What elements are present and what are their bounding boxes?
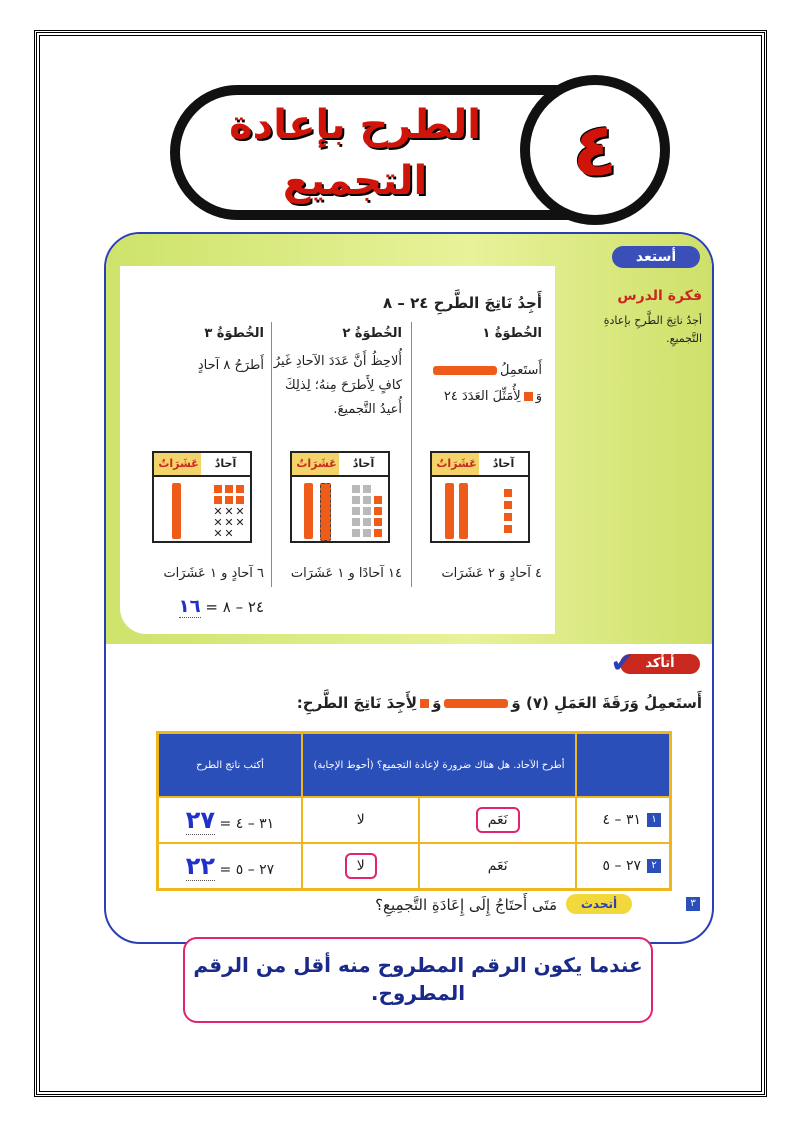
answer-cell	[158, 797, 303, 843]
problem-text: ٣١ – ٤	[602, 812, 641, 828]
table-header: أطرح الآحاد. هل هناك ضرورة لإعادة التجميع؟ (أحوط الإجابة)	[302, 733, 576, 798]
lesson-title	[210, 97, 500, 209]
crossed-cube: ✕	[224, 505, 234, 518]
checkmark-icon: ✔	[610, 646, 634, 679]
title-line-1: الطرح بإعادة	[229, 102, 481, 148]
instruction-b: وَ	[432, 694, 442, 712]
lesson-header	[170, 85, 640, 220]
ones-cube	[504, 513, 512, 521]
tens-rod-icon	[444, 699, 508, 708]
ones-cube	[504, 489, 512, 497]
regrouped-cube	[352, 518, 360, 526]
check-table	[156, 731, 672, 891]
ones-cube	[504, 501, 512, 509]
mat-tens-header: عَشَرَاتٌ	[432, 453, 483, 477]
answer-value: ٢٧	[185, 806, 216, 834]
step2-caption: ١٤ آحادًا و ١ عَشَرَات	[290, 566, 402, 581]
tens-rod	[304, 483, 313, 539]
explore-prompt: أَجِدُ نَاتِجَ الطَّرحِ ٢٤ – ٨	[383, 294, 542, 312]
problem-number: ١	[647, 813, 661, 827]
equation-text: ٢٤ – ٨ =	[205, 598, 264, 616]
lesson-idea-text: أجدُ ناتِجَ الطَّرحِ بإعادةِ التَّجميعِ.	[603, 314, 702, 345]
step3-text: أَطرَحُ ٨ آحادٍ	[197, 358, 264, 373]
tens-rod-icon	[433, 366, 497, 375]
equation-answer: ١٦	[178, 596, 201, 617]
table-header	[576, 733, 671, 798]
regrouped-cube	[352, 496, 360, 504]
regrouped-cube	[363, 485, 371, 493]
problem-text: ٢٧ – ٥	[602, 858, 641, 874]
step1-text-a: أَستَعمِلُ	[499, 363, 542, 378]
regrouped-cube	[352, 485, 360, 493]
lesson-number-circle	[520, 75, 670, 225]
problem-cell	[576, 843, 671, 890]
step1-text-c: لِأُمَثِّلَ العَدَدَ ٢٤	[443, 389, 521, 404]
check-instruction	[112, 694, 702, 712]
crossed-cube: ✕	[224, 516, 234, 529]
regrouped-cube	[363, 518, 371, 526]
talk-number-badge: ٣	[686, 897, 700, 911]
answer-equation: ٣١ – ٤ =	[219, 816, 275, 832]
step1-text	[407, 358, 542, 410]
instruction-a: أَستَعمِلُ وَرَقَةَ العَمَلِ (٧) وَ	[511, 694, 702, 712]
table-header: أكتب ناتج الطرح	[158, 733, 303, 798]
regrouped-cube	[363, 529, 371, 537]
tens-rod	[172, 483, 181, 539]
instruction-c: لِأَجِدَ نَاتِجَ الطَّرحِ:	[296, 694, 418, 712]
problem-cell	[576, 797, 671, 843]
mat-tens-header: عَشَرَاتٌ	[154, 453, 205, 477]
ones-cube	[374, 496, 382, 504]
check-tab: أتأكد	[620, 654, 700, 674]
ones-cube	[214, 496, 222, 504]
talk-number	[680, 896, 700, 911]
yes-cell[interactable]	[419, 797, 576, 843]
ones-cube-icon	[420, 699, 429, 708]
regrouped-cube	[352, 507, 360, 515]
no-option[interactable]: لا	[356, 812, 365, 828]
crossed-cube: ✕	[235, 505, 245, 518]
step2-title: الخُطوَةُ ٢	[342, 326, 402, 341]
tens-rod	[445, 483, 454, 539]
step1-text-b: وَ	[535, 389, 542, 404]
regrouped-tens-rod	[320, 483, 331, 541]
problem-number: ٢	[647, 859, 661, 873]
answer-value: ٢٢	[185, 852, 216, 880]
talk-question: مَتَى أَحتَاجُ إِلَى إِعَادَةِ التَّجمِيعِ؟	[375, 896, 557, 914]
ones-cube	[236, 485, 244, 493]
ones-cube	[504, 525, 512, 533]
ones-cube	[374, 529, 382, 537]
regrouped-cube	[352, 529, 360, 537]
yes-cell[interactable]	[419, 843, 576, 890]
talk-tab: أتحدث	[566, 894, 632, 914]
lesson-idea-title: فكرة الدرس	[617, 288, 702, 304]
yes-option[interactable]: نَعَم	[487, 858, 508, 874]
step3-mat	[152, 451, 252, 543]
no-cell[interactable]	[302, 797, 419, 843]
lesson-content-box	[104, 232, 714, 944]
step3-equation	[124, 596, 264, 617]
step2-mat	[290, 451, 390, 543]
step1-caption: ٤ آحادٍ وَ ٢ عَشَرَات	[441, 566, 542, 581]
crossed-cube: ✕	[235, 516, 245, 529]
step2-text: أُلاحِظُ أَنَّ عَدَدَ الآحادِ غَيرُ كافٍ لِأَطرَحَ مِنهُ؛ لِذلِكَ أُعيدُ التَّجميعَ.	[273, 354, 402, 417]
answer-box[interactable]: عندما يكون الرقم المطروح منه أقل من الرقم المطروح.	[183, 937, 653, 1023]
table-row	[158, 843, 671, 890]
crossed-cube: ✕	[213, 516, 223, 529]
ones-cube	[374, 507, 382, 515]
crossed-cube: ✕	[224, 527, 234, 540]
answer-cell	[158, 843, 303, 890]
ones-cube	[214, 485, 222, 493]
regrouped-cube	[363, 496, 371, 504]
step3-caption: ٦ آحادٍ و ١ عَشَرَات	[163, 566, 264, 581]
regrouped-cube	[363, 507, 371, 515]
answer-equation: ٢٧ – ٥ =	[219, 862, 275, 878]
lesson-number: ٤	[572, 107, 618, 193]
table-header-row	[158, 733, 671, 798]
ready-tab: أستعد	[612, 246, 700, 268]
mat-ones-header: آحادٌ	[201, 453, 250, 477]
mat-ones-header: آحادٌ	[339, 453, 388, 477]
mat-tens-header: عَشَرَاتٌ	[292, 453, 343, 477]
no-cell[interactable]	[302, 843, 419, 890]
ones-cube	[225, 496, 233, 504]
crossed-cube: ✕	[213, 527, 223, 540]
crossed-cube: ✕	[213, 505, 223, 518]
ones-cube-icon	[524, 392, 533, 401]
title-line-2: التجميع	[282, 158, 428, 204]
tens-rod	[459, 483, 468, 539]
no-option-circled[interactable]: لا	[345, 853, 377, 879]
table-row	[158, 797, 671, 843]
ones-cube	[225, 485, 233, 493]
mat-ones-header: آحادٌ	[479, 453, 528, 477]
step3-title: الخُطوَةُ ٣	[204, 326, 264, 341]
ones-cube	[236, 496, 244, 504]
ones-cube	[374, 518, 382, 526]
yes-option-circled[interactable]: نَعَم	[476, 807, 520, 833]
step1-mat	[430, 451, 530, 543]
step1-title: الخُطوَةُ ١	[482, 326, 542, 341]
